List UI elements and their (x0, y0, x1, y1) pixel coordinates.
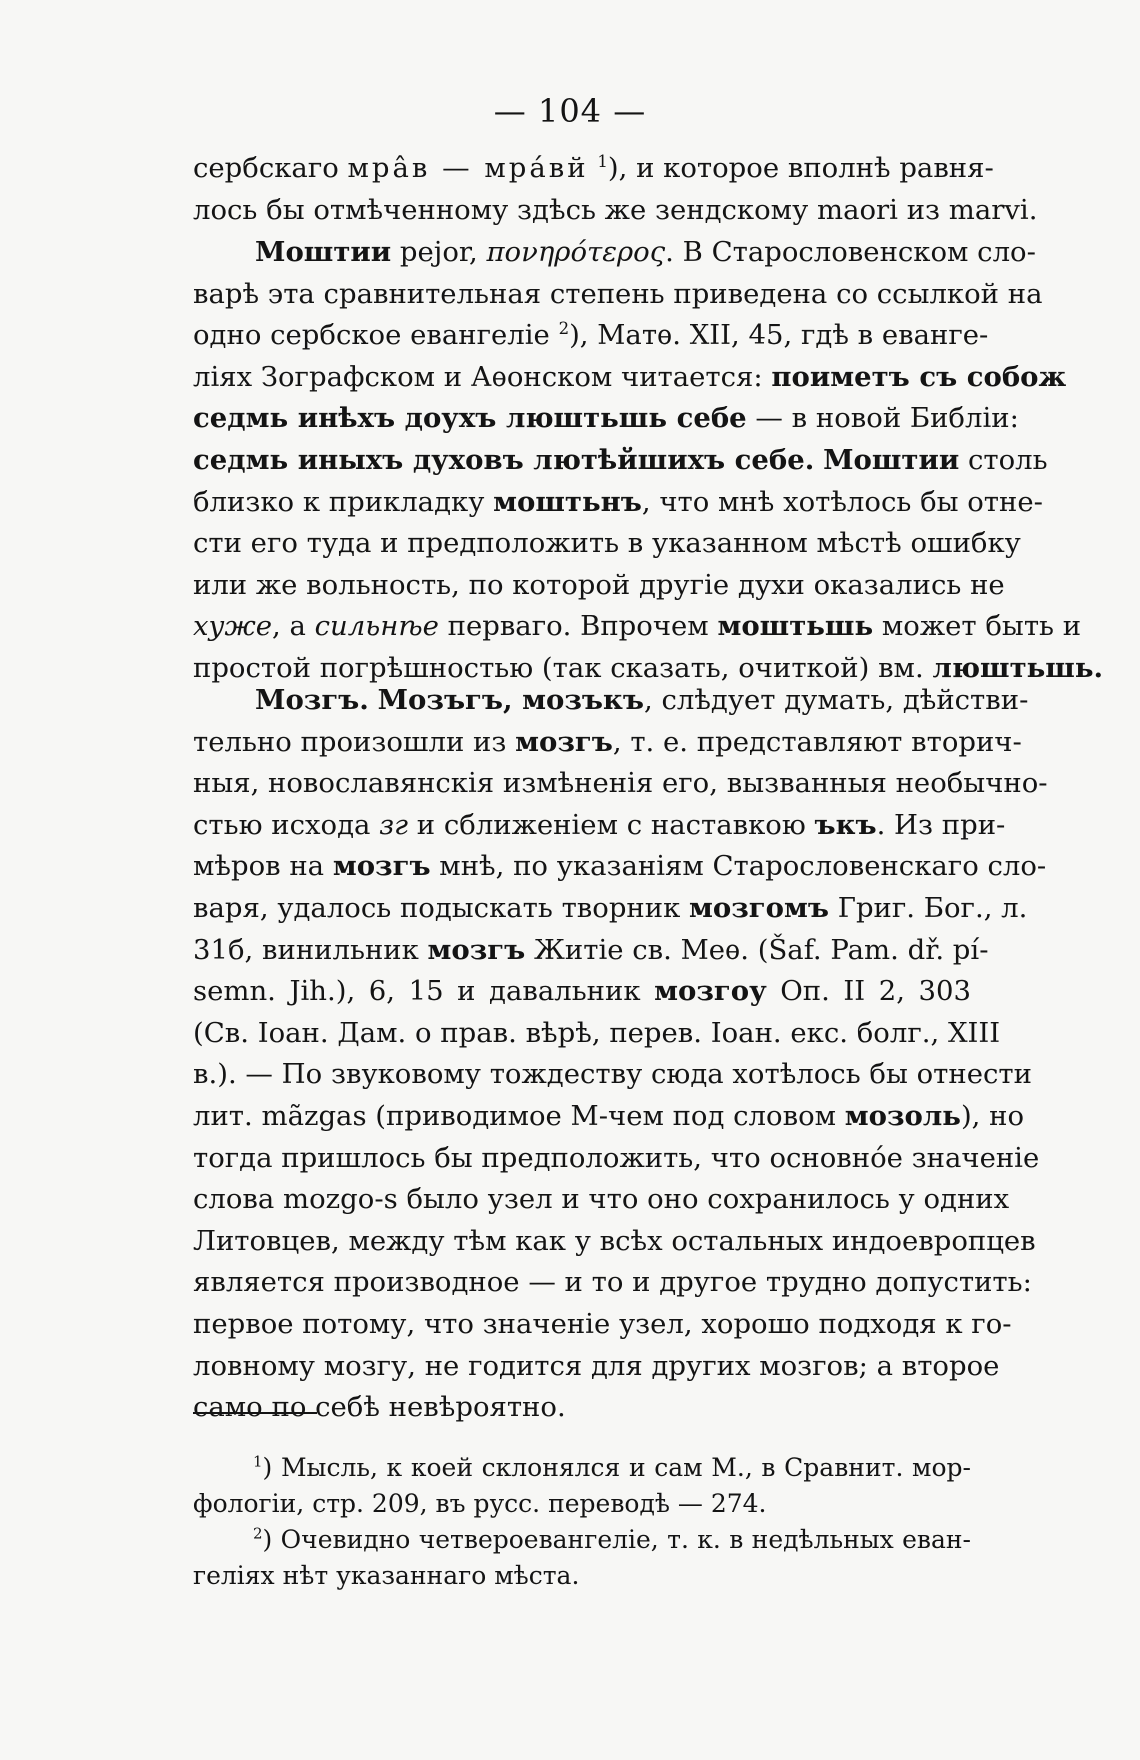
text-line: седмь инѣхъ доухъ люштьшь себе — в новой Библіи: (193, 402, 1019, 435)
paragraph-1 (193, 148, 1038, 231)
footnote-2-cont: геліях нѣт указаннаго мѣста. (193, 1561, 580, 1590)
paragraph-2 (193, 232, 1104, 690)
text-line: седмь иныхъ духовъ лютѣйшихъ себе. Моштии столь (193, 443, 1048, 476)
paragraph-3 (193, 680, 1048, 1429)
text-line: ліях Зографском и Аѳонском читается: поиметъ съ собож (193, 360, 1067, 393)
footnote-1: $^1$) Мысль, к коей склонялся и сам М., в Сравнит. мор- (253, 1452, 971, 1482)
footnote-2: $^2$) Очевидно четвероевангеліе, т. к. в недѣльных еван- (253, 1524, 971, 1554)
text-line: само по себѣ невѣроятно. (193, 1391, 566, 1424)
footnotes (193, 1450, 971, 1594)
text-line: тельно произошли из мозгъ, т. е. представляют вторич- (193, 725, 1022, 758)
footnote-divider (193, 1412, 317, 1414)
headword: Моштии (255, 236, 392, 268)
text-line: (Св. Іоан. Дам. о прав. вѣрѣ, перев. Іоан. екс. болг., XIII (193, 1016, 1001, 1049)
text-line: Мозгъ. Мозъгъ, мозъкъ, слѣдует думать, дѣйстви- (255, 684, 1029, 716)
text-line: хуже, а сильнѣе перваго. Впрочем моштьшь может быть и (193, 610, 1082, 643)
headword: Мозгъ. (255, 684, 369, 716)
text-line: тогда пришлось бы предположить, что основнóе значеніе (193, 1141, 1040, 1174)
text-line: сербскаго мрâв — мрáвй $^1$), и которое вполнѣ равня- (193, 151, 994, 184)
text-line: 31б, винильник мозгъ Житіе св. Меѳ. (Šaf. Pam. dř. pí- (193, 933, 989, 966)
page-number: — 104 — (493, 92, 647, 130)
text-line: ныя, новославянскія измѣненія его, вызванныя необычно- (193, 767, 1048, 800)
text-line: стью исхода зг и сближеніем с наставкою ъкъ. Из при- (193, 808, 1006, 841)
text-line: semn. Jih.), 6, 15 и давальник мозгоу Оп. II 2, 303 (193, 975, 971, 1008)
text-line: слова mozgo-s было узел и что оно сохранилось у одних (193, 1183, 1010, 1216)
text-line: варя, удалось подыскать творник мозгомъ Григ. Бог., л. (193, 891, 1028, 924)
text-line: первое потому, что значеніе узел, хорошо подходя к го- (193, 1307, 1012, 1340)
text-line: ловному мозгу, не годится для других мозгов; а второе (193, 1349, 1000, 1382)
text-line: в.). — По звуковому тождеству сюда хотѣлось бы отнести (193, 1058, 1032, 1091)
text-line: мѣров на мозгъ мнѣ, по указаніям Старословенскаго сло- (193, 850, 1047, 883)
footnote-1-cont: фологіи, стр. 209, въ русс. переводѣ — 274. (193, 1489, 767, 1518)
text-line: или же вольность, по которой другіе духи оказались не (193, 568, 1005, 601)
text-line: лит. mãzgas (приводимое М-чем под словом мозоль), но (193, 1099, 1025, 1132)
text-line: одно сербское евангеліе $^2$), Матѳ. XII, 45, гдѣ в еванге- (193, 319, 989, 352)
text-line: лось бы отмѣченному здѣсь же зендскому maori из marvi. (193, 193, 1038, 226)
text-line: Моштии pejor, πονηρότερος. В Старословенском сло- (255, 236, 1036, 268)
text-line: является производное — и то и другое трудно допустить: (193, 1266, 1032, 1299)
text-line: близко к прикладку моштьнъ, что мнѣ хотѣлось бы отне- (193, 485, 1043, 518)
text-line: Литовцев, между тѣм как у всѣх остальных индоевропцев (193, 1224, 1036, 1257)
text-line: сти его туда и предположить в указанном мѣстѣ ошибку (193, 527, 1021, 560)
text-line: варѣ эта сравнительная степень приведена со ссылкой на (193, 277, 1043, 310)
text-line: простой погрѣшностью (так сказать, очиткой) вм. люштьшь. (193, 651, 1104, 684)
